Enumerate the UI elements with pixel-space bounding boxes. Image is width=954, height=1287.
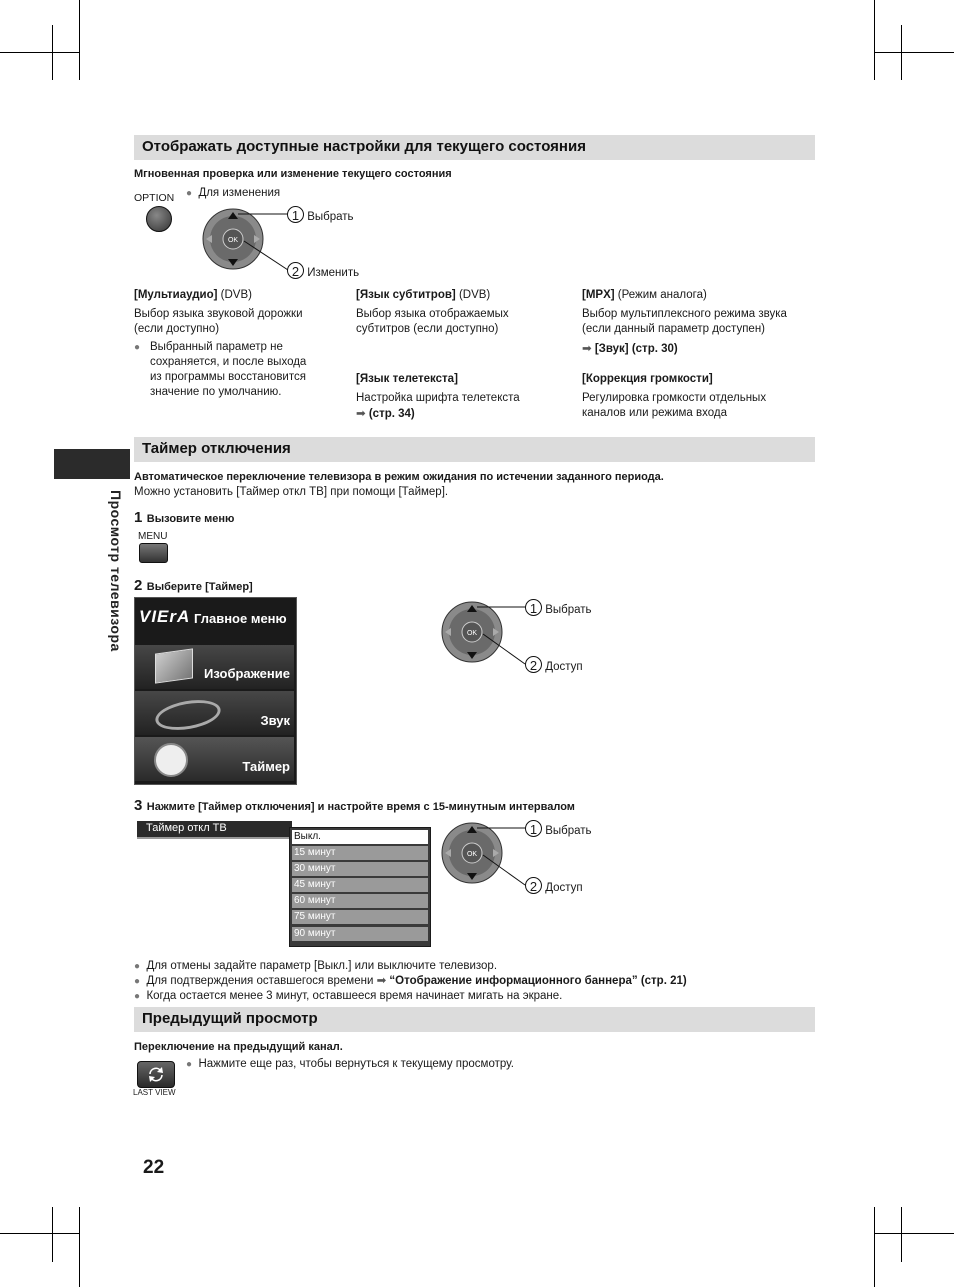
reference-text: (стр. 34) <box>368 408 415 420</box>
arrow-icon: ➡ <box>376 975 387 987</box>
crop-mark <box>874 1207 875 1287</box>
option-heading: [Язык телетекста] <box>356 373 458 385</box>
option-note: (Режим аналога) <box>614 289 707 301</box>
note-text: Для отмены задайте параметр [Выкл.] или выключите телевизор. <box>146 960 498 972</box>
menu-label: MENU <box>138 531 168 542</box>
callout-text: Выбрать <box>307 211 354 223</box>
timer-option[interactable]: 60 минут <box>292 894 428 908</box>
option-note: (DVB) <box>217 289 252 301</box>
note-item <box>134 974 687 989</box>
callout-text: Доступ <box>545 661 583 673</box>
timer-option[interactable]: Выкл. <box>292 830 428 844</box>
callout-text: Выбрать <box>545 604 592 616</box>
select-callout <box>287 206 354 223</box>
page-number: 22 <box>143 1157 165 1178</box>
option-desc: Выбор мультиплексного режима звука <box>582 308 787 320</box>
option-desc: Выбор языка звуковой дорожки <box>134 308 303 320</box>
step-number: 1 <box>134 509 143 526</box>
refresh-icon <box>138 1062 174 1087</box>
bullet-text: Для изменения <box>198 187 281 199</box>
option-desc: (если данный параметр доступен) <box>582 323 765 335</box>
column-teletext <box>356 372 566 422</box>
option-note: (DVB) <box>455 289 491 301</box>
crop-mark <box>0 1233 80 1234</box>
select-callout <box>525 820 592 837</box>
change-callout <box>287 262 359 279</box>
section-header <box>134 135 815 160</box>
option-desc: (если доступно) <box>134 323 220 335</box>
timer-option[interactable]: 90 минут <box>292 927 428 941</box>
menu-item-sound[interactable] <box>135 691 294 735</box>
crop-mark <box>874 1233 954 1234</box>
section-intro-bold: Автоматическое переключение телевизора в режим ожидания по истечении заданного периода. <box>134 471 664 483</box>
bullet-item <box>186 1057 514 1072</box>
step-number-icon: 2 <box>287 262 304 279</box>
section-subtitle: Переключение на предыдущий канал. <box>134 1041 343 1053</box>
crop-mark <box>901 25 902 80</box>
bullet-text: Выбранный параметр не <box>150 341 283 353</box>
viera-logo: VIErA <box>139 607 191 626</box>
step-number: 3 <box>134 797 143 814</box>
column-multiaudio <box>134 288 334 400</box>
menu-button-icon <box>139 543 168 563</box>
step-number-icon: 1 <box>525 820 542 837</box>
note-text: Для подтверждения оставшегося времени <box>146 975 377 987</box>
reference-text: [Звук] (стр. 30) <box>594 343 678 355</box>
timer-field-label: Таймер откл ТВ <box>146 822 227 834</box>
option-desc: Настройка шрифта телетекста <box>356 392 520 404</box>
timer-option[interactable]: 45 минут <box>292 878 428 892</box>
section-header <box>134 437 815 462</box>
menu-item-label: Таймер <box>242 759 290 774</box>
main-menu-title: Главное меню <box>194 611 287 626</box>
section-title: Предыдущий просмотр <box>142 1010 318 1027</box>
note-item <box>134 959 497 974</box>
option-heading: [Коррекция громкости] <box>582 373 713 385</box>
menu-item-label: Изображение <box>204 666 290 681</box>
reference-text: “Отображение информационного баннера” (стр. 21) <box>389 975 687 987</box>
bullet-text: из программы восстановится <box>150 371 306 383</box>
step-number-icon: 2 <box>525 656 542 673</box>
step-3 <box>134 797 575 815</box>
timer-option[interactable]: 15 минут <box>292 846 428 860</box>
option-desc: Регулировка громкости отдельных <box>582 392 767 404</box>
timer-option[interactable]: 75 минут <box>292 910 428 924</box>
option-desc: каналов или режима входа <box>582 407 727 419</box>
section-subtitle: Мгновенная проверка или изменение текущего состояния <box>134 168 452 180</box>
crop-mark <box>901 1207 902 1262</box>
option-button-icon <box>146 206 172 232</box>
bullet-text: Нажмите еще раз, чтобы вернуться к текущему просмотру. <box>198 1058 514 1070</box>
crop-mark <box>25 52 53 53</box>
step-number: 2 <box>134 577 143 594</box>
option-heading: [Язык субтитров] <box>356 289 456 301</box>
crop-mark <box>52 1207 53 1262</box>
bullet-icon: ● <box>134 991 141 1002</box>
step-1 <box>134 509 234 527</box>
crop-mark <box>79 1207 80 1287</box>
select-callout <box>525 599 592 616</box>
column-volume <box>582 372 814 421</box>
svg-text:OK: OK <box>466 630 478 637</box>
access-callout <box>525 656 583 673</box>
column-subtitles <box>356 288 566 337</box>
crop-mark <box>874 0 875 80</box>
bullet-icon: ● <box>186 1059 193 1070</box>
section-header <box>134 1007 815 1032</box>
step-text: Вызовите меню <box>146 513 235 525</box>
arrow-icon: ➡ <box>582 343 592 355</box>
option-label: OPTION <box>134 192 175 204</box>
note-text: Когда остается менее 3 минут, оставшееся время начинает мигать на экране. <box>146 990 563 1002</box>
timer-field[interactable] <box>137 821 292 839</box>
timer-option[interactable]: 30 минут <box>292 862 428 876</box>
last-view-button-icon <box>137 1061 175 1088</box>
crop-mark <box>79 0 80 80</box>
crop-mark <box>874 52 954 53</box>
clock-icon <box>154 743 188 777</box>
step-text: Выберите [Таймер] <box>146 581 253 593</box>
bullet-icon: ● <box>134 976 141 987</box>
option-heading: [Мультиаудио] <box>134 289 218 301</box>
step-text: Нажмите [Таймер отключения] и настройте время с 15-минутным интервалом <box>146 801 575 813</box>
option-heading: [MPX] <box>582 289 615 301</box>
page-reference <box>582 342 814 357</box>
section-title: Отображать доступные настройки для текущего состояния <box>142 138 586 155</box>
bullet-item <box>134 340 334 400</box>
option-desc: субтитров (если доступно) <box>356 323 499 335</box>
step-number-icon: 2 <box>525 877 542 894</box>
svg-text:OK: OK <box>466 851 478 858</box>
picture-icon <box>155 648 193 683</box>
bullet-text: значение по умолчанию. <box>150 386 282 398</box>
bullet-icon: ● <box>134 342 141 353</box>
bullet-icon: ● <box>186 188 193 199</box>
callout-text: Выбрать <box>545 825 592 837</box>
side-tab <box>54 449 130 479</box>
access-callout <box>525 877 583 894</box>
section-intro: Можно установить [Таймер откл ТВ] при помощи [Таймер]. <box>134 486 449 498</box>
note-item <box>134 989 562 1004</box>
menu-item-label: Звук <box>260 713 290 728</box>
section-title: Таймер отключения <box>142 440 291 457</box>
menu-item-timer[interactable] <box>135 737 294 781</box>
timer-options-list <box>289 827 431 947</box>
menu-item-picture[interactable] <box>135 645 294 689</box>
bullet-icon: ● <box>134 961 141 972</box>
step-2 <box>134 577 253 595</box>
sound-icon <box>153 695 223 734</box>
column-mpx <box>582 288 814 357</box>
option-desc: Выбор языка отображаемых <box>356 308 509 320</box>
callout-text: Доступ <box>545 882 583 894</box>
side-tab-text: Просмотр телевизора <box>108 490 124 652</box>
svg-text:OK: OK <box>227 237 239 244</box>
bullet-item <box>186 186 280 201</box>
page-reference <box>356 407 566 422</box>
callout-text: Изменить <box>307 267 360 279</box>
arrow-icon: ➡ <box>356 408 366 420</box>
step-number-icon: 1 <box>287 206 304 223</box>
last-view-label: LAST VIEW <box>133 1088 176 1097</box>
bullet-text: сохраняется, и после выхода <box>150 356 307 368</box>
step-number-icon: 1 <box>525 599 542 616</box>
